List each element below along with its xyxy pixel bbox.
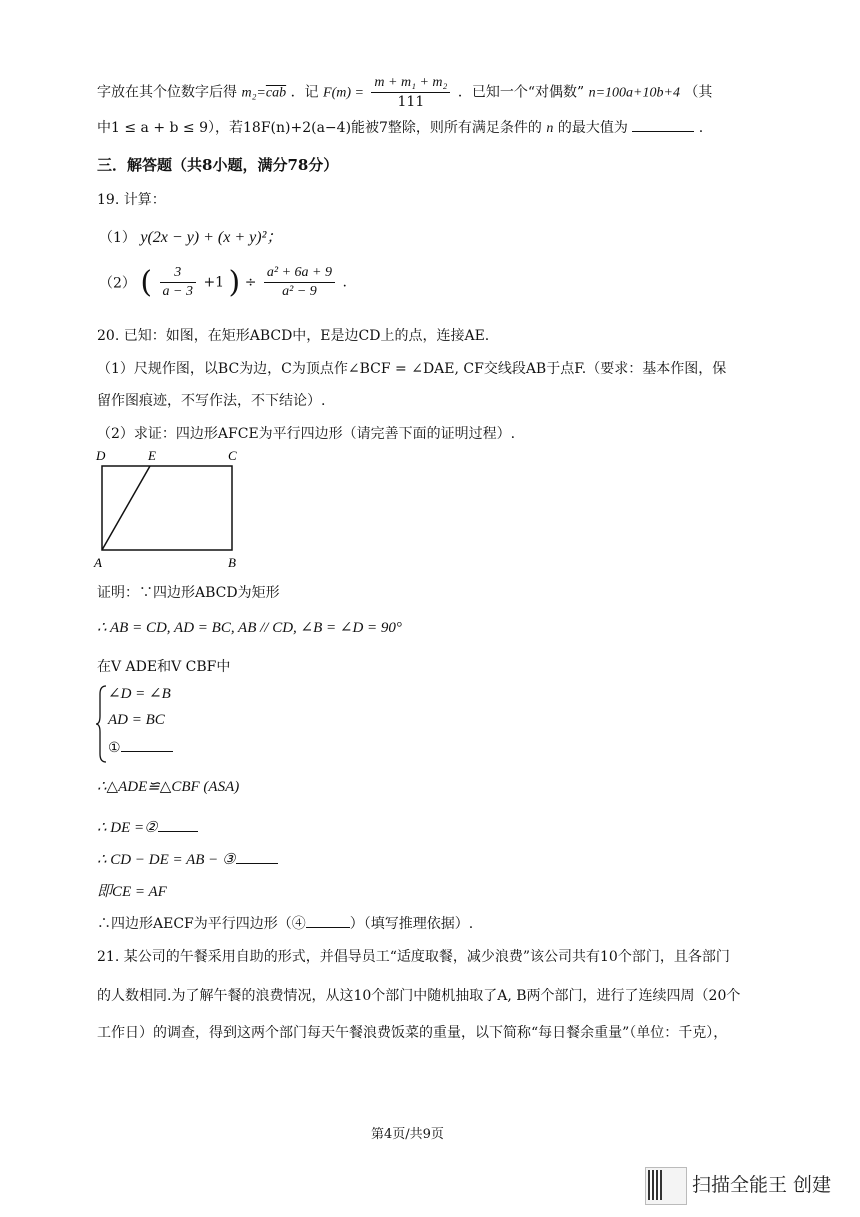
part-label: （1） (99, 230, 136, 246)
answer-blank-3[interactable] (236, 863, 278, 864)
section-heading: 三．解答题（共8小题，满分78分） (97, 156, 339, 174)
scanner-brand: 扫描全能王 创建 (692, 1174, 832, 1196)
text-segment: 的最大值为 (557, 120, 628, 136)
text-segment: ）（填写推理依据）. (349, 916, 474, 932)
proof-line-1: 证明：∵四边形ABCD为矩形 (97, 585, 280, 601)
case-line-2: AD = BC (108, 712, 165, 728)
circled-1: ① (108, 740, 121, 756)
q19-part2 (99, 264, 347, 301)
proof-line-6 (97, 850, 278, 869)
q19-title: 19. 计算： (97, 192, 166, 208)
proof-line-8 (97, 913, 473, 933)
scanner-logo (645, 1167, 687, 1205)
rectangle-figure (90, 446, 250, 570)
left-brace (96, 684, 108, 764)
q20-part1-line2: 留作图痕迹，不写作法，不下结论）. (97, 393, 326, 409)
text-segment: ∴ CD − DE = AB − ③ (97, 852, 236, 868)
q20-intro: 20. 已知：如图，在矩形ABCD中，E是边CD上的点，连接AE. (97, 328, 490, 344)
text-segment: （其 (684, 84, 713, 101)
fraction-denominator: a − 3 (162, 284, 193, 299)
case-line-3 (108, 740, 173, 756)
segment-ae (102, 466, 150, 550)
left-paren: ( (140, 265, 153, 300)
fraction-numerator: a² + 6a + 9 (264, 264, 335, 283)
text-segment: ∴ DE =② (97, 820, 158, 836)
intro-line-2 (97, 118, 703, 139)
rectangle-abcd (102, 466, 232, 550)
qr-icon (648, 1170, 662, 1200)
label-B: B (228, 555, 236, 570)
text-segment: . (342, 274, 347, 291)
label-E: E (148, 448, 156, 463)
answer-blank-2[interactable] (158, 831, 198, 832)
text-segment: ∴四边形AECF为平行四边形（④ (97, 916, 306, 932)
label-C: C (228, 448, 237, 463)
part-label: （2） (99, 275, 136, 292)
answer-blank[interactable] (632, 131, 694, 132)
fraction-denominator: 111 (397, 94, 425, 110)
page-number: 第4页/共9页 (371, 1127, 444, 1142)
q20-part2: （2）求证：四边形AFCE为平行四边形（请完善下面的证明过程）. (97, 426, 516, 442)
proof-line-4: ∴△ADE≌△CBF (ASA) (97, 779, 240, 795)
text-segment: ．已知一个“对偶数” (457, 84, 585, 101)
q21-line-1: 21. 某公司的午餐采用自助的形式，并倡导员工“适度取餐，减少浪费”该公司共有10个部门，且各部门 (97, 949, 730, 965)
q19-part1 (99, 224, 282, 247)
label-D: D (96, 448, 106, 463)
q21-line-3: 工作日）的调查，得到这两个部门每天午餐浪费饭菜的重量，以下简称“每日餐余重量”（单位：千克）， (97, 1025, 728, 1041)
divide-sign: ÷ (244, 274, 257, 291)
fraction-3-over-a-3 (160, 264, 196, 301)
text-segment: ．记 (290, 84, 319, 101)
text-segment: . (698, 120, 704, 136)
text-segment: 字放在其个位数字后得 (97, 84, 237, 101)
proof-line-3: 在V ADE和V CBF中 (97, 659, 231, 675)
proof-line-2: ∴ AB = CD, AD = BC, AB // CD, ∠B = ∠D = 90° (97, 620, 402, 636)
fraction-numerator: 3 (160, 264, 196, 283)
fraction-numerator: m + m₁ + m₂ (371, 74, 450, 93)
case-system (96, 684, 216, 764)
q21-line-2: 的人数相同.为了解午餐的浪费情况，从这10个部门中随机抽取了A, B两个部门，进行了连续四周（20个 (97, 988, 741, 1004)
math-n: n=100a+10b+4 (588, 85, 680, 101)
right-paren: ) (228, 265, 241, 300)
label-A: A (94, 555, 102, 570)
q20-part1-line1: （1）尺规作图，以BC为边，C为顶点作∠BCF = ∠DAE, CF交线段AB于点F.（要求：基本作图，保 (97, 361, 727, 377)
math-n: n (546, 121, 554, 136)
case-line-1: ∠D = ∠B (108, 686, 171, 702)
answer-blank-4[interactable] (306, 927, 350, 928)
proof-line-5 (97, 818, 198, 837)
math-m2: m₂= (241, 85, 266, 101)
intro-line-1 (97, 74, 712, 111)
text-segment: +1 (203, 274, 225, 291)
proof-line-7: 即CE = AF (97, 884, 167, 900)
math-Fm: F(m) = (323, 85, 364, 101)
fraction-denominator: a² − 9 (282, 284, 317, 299)
answer-blank-1[interactable] (121, 751, 173, 752)
text-segment: 中1 ≤ a + b ≤ 9），若18F(n)+2(a−4)能被7整除，则所有满足条件的 (97, 120, 542, 136)
fraction-a2 (264, 264, 335, 301)
math-cab: $\overline{cab}$ (265, 85, 287, 101)
math-expression: y(2x − y) + (x + y)²； (140, 229, 283, 246)
fraction-F (371, 74, 450, 111)
